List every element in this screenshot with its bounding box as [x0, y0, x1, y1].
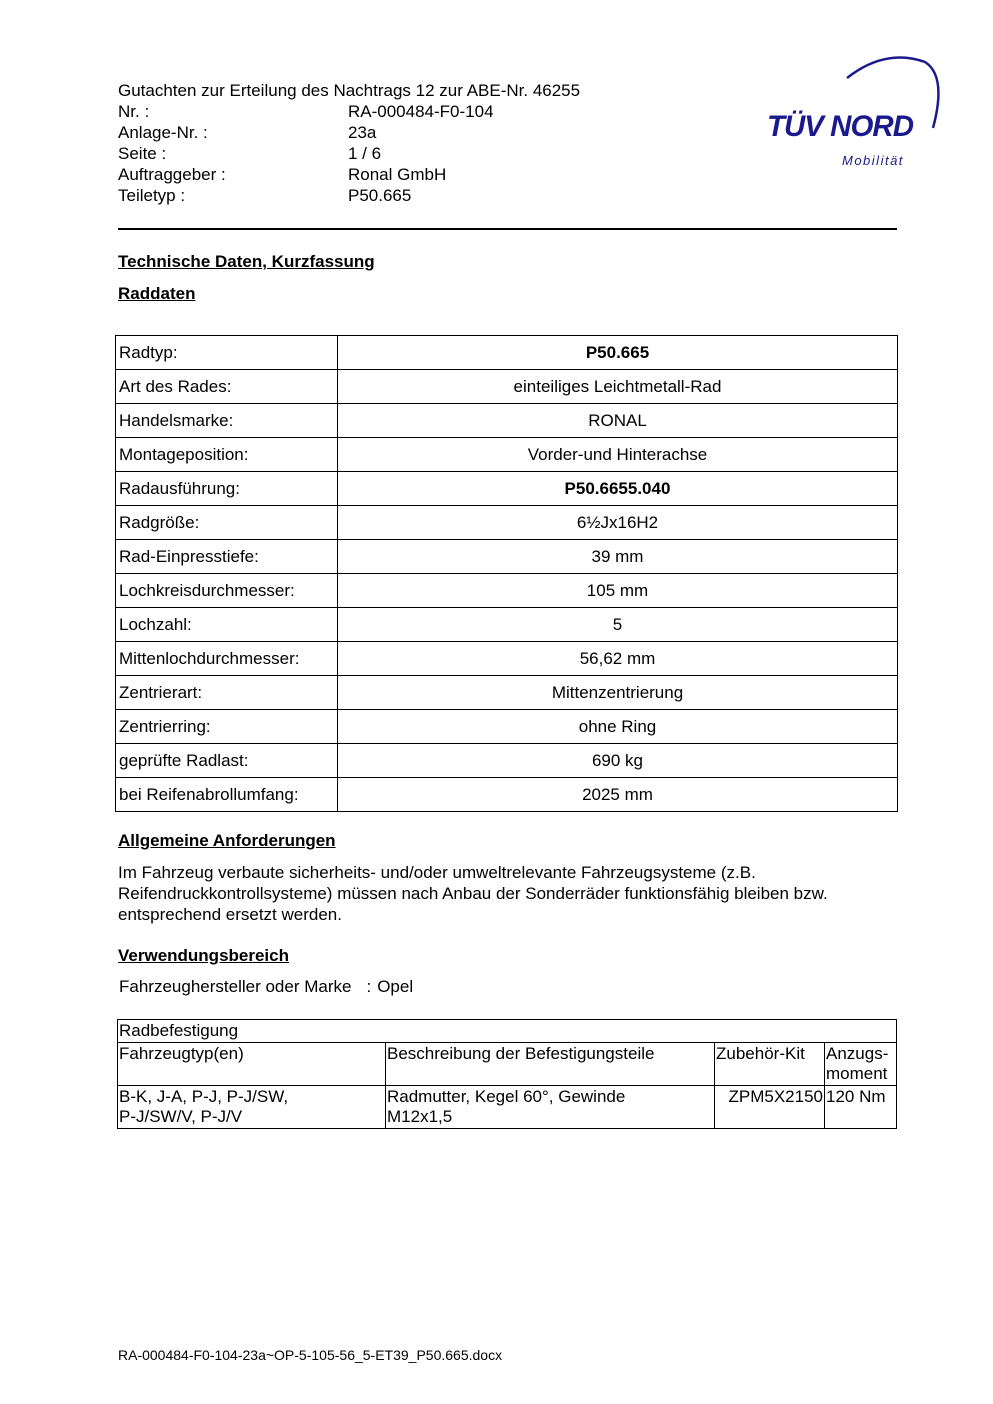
row-value: 6½Jx16H2: [338, 506, 898, 540]
allgemein-paragraph: Im Fahrzeug verbaute sicherheits- und/oder umweltrelevante Fahrzeugsysteme (z.B. Reifendruckkontrollsysteme) müssen nach Anbau der Sonderräder funktionsfähig bleiben bzw. entsprechend ersetzt werden.: [118, 863, 828, 924]
document-title: Gutachten zur Erteilung des Nachtrags 12 zur ABE-Nr. 46255: [118, 81, 581, 100]
section-heading-raddaten: Raddaten: [118, 284, 196, 303]
row-value: 105 mm: [338, 574, 898, 608]
header-row: [118, 164, 580, 185]
header-row: [118, 143, 580, 164]
header-value: 23a: [348, 123, 377, 142]
header-value: RA-000484-F0-104: [348, 102, 494, 121]
header-row: [118, 185, 580, 206]
row-label: Lochzahl:: [116, 608, 338, 642]
table-row: [116, 710, 898, 744]
row-label: bei Reifenabrollumfang:: [116, 778, 338, 812]
row-label: Art des Rades:: [116, 370, 338, 404]
table-row: [118, 1086, 897, 1129]
table-row: [116, 744, 898, 778]
row-label: Radtyp:: [116, 336, 338, 370]
table-row: [116, 336, 898, 370]
header-key: Seite :: [118, 144, 167, 163]
table-row: [116, 472, 898, 506]
row-label: Mittenlochdurchmesser:: [116, 642, 338, 676]
row-label: Rad-Einpresstiefe:: [116, 540, 338, 574]
row-value: ohne Ring: [338, 710, 898, 744]
row-value: Vorder-und Hinterachse: [338, 438, 898, 472]
header-key: Teiletyp :: [118, 186, 186, 205]
cell-torque: 120 Nm: [825, 1086, 897, 1129]
row-value: P50.6655.040: [338, 472, 898, 506]
table-row: [116, 608, 898, 642]
header-value: 1 / 6: [348, 144, 382, 163]
table-row: [116, 642, 898, 676]
row-value: 56,62 mm: [338, 642, 898, 676]
cell-types: [118, 1086, 386, 1129]
table-row: [116, 540, 898, 574]
row-value: 39 mm: [338, 540, 898, 574]
vehicle-maker-line: [119, 977, 413, 997]
row-label: Radgröße:: [116, 506, 338, 540]
cell-kit: ZPM5X2150: [715, 1086, 825, 1129]
logo-subtitle: Mobilität: [842, 153, 904, 168]
cell-line: P-J/SW/V, P-J/V: [119, 1107, 243, 1126]
table-row: [116, 404, 898, 438]
table-row: [116, 438, 898, 472]
cell-line: M12x1,5: [387, 1107, 453, 1126]
table-row: [116, 370, 898, 404]
row-value: 5: [338, 608, 898, 642]
row-value: einteiliges Leichtmetall-Rad: [338, 370, 898, 404]
maker-value: Opel: [377, 977, 414, 996]
row-value: 690 kg: [338, 744, 898, 778]
header-key: Auftraggeber :: [118, 165, 226, 184]
row-value: 2025 mm: [338, 778, 898, 812]
header-kit: Zubehör-Kit: [715, 1043, 825, 1086]
row-label: geprüfte Radlast:: [116, 744, 338, 778]
section-heading-allgemein: Allgemeine Anforderungen: [118, 831, 336, 850]
table-row: [116, 506, 898, 540]
row-value: Mittenzentrierung: [338, 676, 898, 710]
logo-brand: TÜV NORD: [767, 110, 914, 143]
row-label: Zentrierring:: [116, 710, 338, 744]
header-row: [118, 101, 580, 122]
section-heading-tech: Technische Daten, Kurzfassung: [118, 252, 375, 271]
table-row: [118, 1020, 897, 1043]
table-row: [116, 574, 898, 608]
header-value: Ronal GmbH: [348, 165, 447, 184]
row-label: Handelsmarke:: [116, 404, 338, 438]
header-torque-line: Anzugs-: [826, 1044, 889, 1063]
radbefestigung-title: Radbefestigung: [118, 1020, 897, 1043]
header-row: [118, 122, 580, 143]
table-row: [116, 676, 898, 710]
cell-line: Radmutter, Kegel 60°, Gewinde: [387, 1087, 626, 1106]
header-value: P50.665: [348, 186, 412, 205]
row-label: Lochkreisdurchmesser:: [116, 574, 338, 608]
section-heading-verwendung: Verwendungsbereich: [118, 946, 289, 965]
cell-line: B-K, J-A, P-J, P-J/SW,: [119, 1087, 289, 1106]
table-row: [116, 778, 898, 812]
header-torque: [825, 1043, 897, 1086]
maker-label: Fahrzeughersteller oder Marke: [119, 977, 352, 996]
tuev-nord-logo: [765, 56, 945, 176]
cell-desc: [386, 1086, 715, 1129]
row-label: Montageposition:: [116, 438, 338, 472]
row-value: P50.665: [338, 336, 898, 370]
radbefestigung-table: [117, 1019, 897, 1129]
header-key: Anlage-Nr. :: [118, 123, 208, 142]
document-header: [118, 80, 580, 206]
row-label: Radausführung:: [116, 472, 338, 506]
header-types: Fahrzeugtyp(en): [118, 1043, 386, 1086]
header-desc: Beschreibung der Befestigungsteile: [386, 1043, 715, 1086]
raddaten-table: [115, 335, 898, 812]
header-torque-line: moment: [826, 1064, 888, 1083]
row-value: RONAL: [338, 404, 898, 438]
footer-filename: RA-000484-F0-104-23a~OP-5-105-56_5-ET39_P50.665.docx: [118, 1347, 503, 1363]
row-label: Zentrierart:: [116, 676, 338, 710]
header-divider: [118, 228, 897, 230]
header-key: Nr. :: [118, 102, 150, 121]
maker-colon: :: [366, 977, 372, 996]
table-header-row: [118, 1043, 897, 1086]
